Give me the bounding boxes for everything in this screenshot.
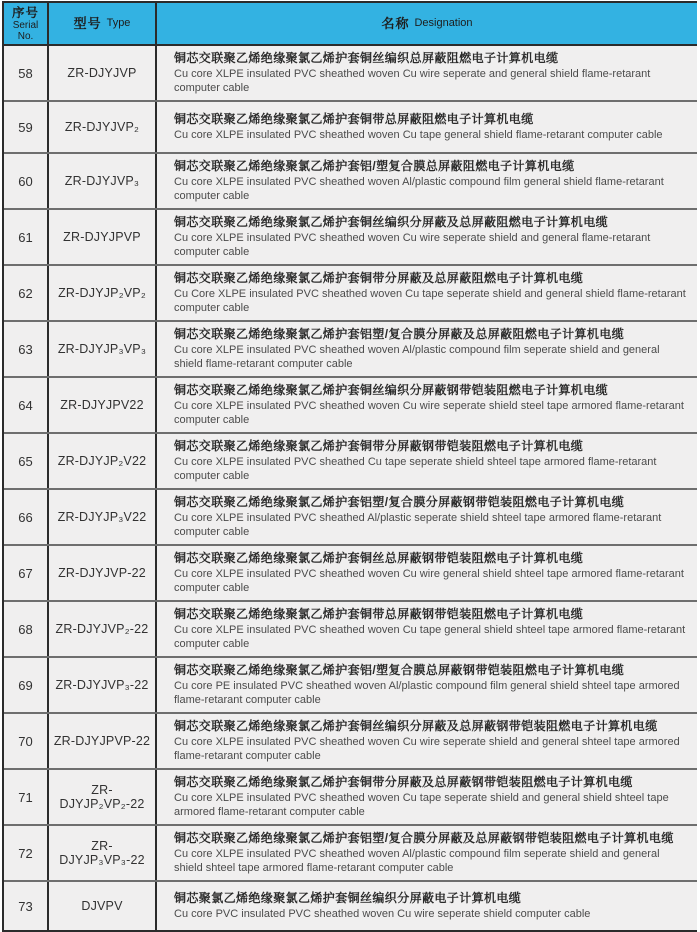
type-code: ZR-DJYJP₃VP₃ xyxy=(49,322,157,376)
designation-chinese: 铜芯交联聚乙烯绝缘聚氯乙烯护套铜丝编织总屏蔽阻燃电子计算机电缆 xyxy=(174,51,559,65)
header-serial-en-2: No. xyxy=(17,30,34,42)
designation-english: Cu core XLPE insulated PVC sheathed woven Cu wire general shield shteel tape armored flame-retarant computer cable xyxy=(174,568,684,594)
designation-chinese: 铜芯交联聚乙烯绝缘聚氯乙烯护套铝/塑复合膜总屏蔽阻燃电子计算机电缆 xyxy=(174,159,575,173)
designation-cell xyxy=(157,434,697,488)
designation-cell xyxy=(157,210,697,264)
serial-number: 73 xyxy=(4,882,49,930)
type-code: ZR-DJYJP₂V22 xyxy=(49,434,157,488)
table-row xyxy=(4,378,697,434)
serial-number: 67 xyxy=(4,546,49,600)
serial-number: 66 xyxy=(4,490,49,544)
serial-number: 69 xyxy=(4,658,49,712)
designation-chinese: 铜芯交联聚乙烯绝缘聚氯乙烯护套铜丝编织分屏蔽及总屏蔽阻燃电子计算机电缆 xyxy=(174,215,609,229)
designation-english: Cu core PVC insulated PVC sheathed woven Cu wire seperate shield computer cable xyxy=(174,907,591,920)
type-code: ZR-DJYJVP xyxy=(49,46,157,100)
type-code: ZR-DJYJPVP-22 xyxy=(49,714,157,768)
type-code: ZR-DJYJVP₃ xyxy=(49,154,157,208)
designation-english: Cu core XLPE insulated PVC sheathed woven Cu wire seperate shield and general shteel tape armored flame-retarant computer cable xyxy=(174,736,680,762)
designation-english: Cu core XLPE insulated PVC sheathed woven Cu tape seperate shield and general shield shteel tape armored flame-retarant computer cable xyxy=(174,792,669,818)
designation-chinese: 铜芯交联聚乙烯绝缘聚氯乙烯护套铜带总屏蔽钢带铠装阻燃电子计算机电缆 xyxy=(174,607,584,621)
designation-cell xyxy=(157,658,697,712)
designation-english: Cu core XLPE insulated PVC sheathed woven Al/plastic compound film seperate shield and general shield flame-retarant computer cable xyxy=(174,344,660,370)
table-row xyxy=(4,210,697,266)
designation-chinese: 铜芯交联聚乙烯绝缘聚氯乙烯护套铜带分屏蔽及总屏蔽钢带铠装阻燃电子计算机电缆 xyxy=(174,775,633,789)
designation-cell xyxy=(157,322,697,376)
designation-english: Cu core XLPE insulated PVC sheathed woven Al/plastic compound film seperate shield and general shield shteel tape armored flame-retarant computer cable xyxy=(174,848,660,874)
designation-chinese: 铜芯交联聚乙烯绝缘聚氯乙烯护套铜丝编织分屏蔽及总屏蔽钢带铠装阻燃电子计算机电缆 xyxy=(174,719,658,733)
table-row xyxy=(4,882,697,930)
designation-chinese: 铜芯交联聚乙烯绝缘聚氯乙烯护套铜丝编织分屏蔽钢带铠装阻燃电子计算机电缆 xyxy=(174,383,609,397)
type-code: ZR-DJYJP₃VP₃-22 xyxy=(49,826,157,880)
serial-number: 68 xyxy=(4,602,49,656)
designation-chinese: 铜芯交联聚乙烯绝缘聚氯乙烯护套铝/塑复合膜总屏蔽钢带铠装阻燃电子计算机电缆 xyxy=(174,663,625,677)
table-header-row xyxy=(4,3,697,46)
header-designation-cell xyxy=(157,3,697,44)
serial-number: 72 xyxy=(4,826,49,880)
type-code: ZR-DJYJVP₃-22 xyxy=(49,658,157,712)
serial-number: 58 xyxy=(4,46,49,100)
serial-number: 63 xyxy=(4,322,49,376)
serial-number: 64 xyxy=(4,378,49,432)
designation-cell xyxy=(157,546,697,600)
designation-english: Cu core XLPE insulated PVC sheathed woven Cu wire seperate and general shield flame-retarant computer cable xyxy=(174,68,651,94)
designation-cell xyxy=(157,46,697,100)
header-serial-zh: 序号 xyxy=(11,5,39,20)
type-code: ZR-DJYJVP-22 xyxy=(49,546,157,600)
type-code: ZR-DJYJP₃V22 xyxy=(49,490,157,544)
designation-cell xyxy=(157,266,697,320)
designation-english: Cu core XLPE insulated PVC sheathed woven Cu tape general shield flame-retarant computer cable xyxy=(174,128,663,141)
designation-chinese: 铜芯聚氯乙烯绝缘聚氯乙烯护套铜丝编织分屏蔽电子计算机电缆 xyxy=(174,890,522,905)
type-code: ZR-DJYJPVP xyxy=(49,210,157,264)
cable-specification-table xyxy=(2,1,697,932)
designation-cell xyxy=(157,770,697,824)
designation-english: Cu core XLPE insulated PVC sheathed woven Cu wire seperate shield steel tape armored flame-retarant computer cable xyxy=(174,400,684,426)
designation-cell xyxy=(157,490,697,544)
designation-chinese: 铜芯交联聚乙烯绝缘聚氯乙烯护套铜丝总屏蔽钢带铠装阻燃电子计算机电缆 xyxy=(174,551,584,565)
designation-cell xyxy=(157,602,697,656)
designation-english: Cu core PE insulated PVC sheathed woven Al/plastic compound film general shield shteel tape armored flame-retarant computer cable xyxy=(174,680,680,706)
designation-chinese: 铜芯交联聚乙烯绝缘聚氯乙烯护套铜带总屏蔽阻燃电子计算机电缆 xyxy=(174,111,534,126)
header-designation-en: Designation xyxy=(414,17,473,29)
serial-number: 60 xyxy=(4,154,49,208)
designation-cell xyxy=(157,826,697,880)
table-row xyxy=(4,46,697,102)
header-type-zh: 型号 xyxy=(73,15,102,31)
designation-english: Cu core XLPE insulated PVC sheathed Cu tape seperate shield shteel tape armored flame-retarant computer cable xyxy=(174,456,657,482)
table-row xyxy=(4,102,697,154)
type-code: DJVPV xyxy=(49,882,157,930)
designation-cell xyxy=(157,714,697,768)
designation-chinese: 铜芯交联聚乙烯绝缘聚氯乙烯护套铝塑/复合膜分屏蔽及总屏蔽钢带铠装阻燃电子计算机电缆 xyxy=(174,831,674,845)
serial-number: 70 xyxy=(4,714,49,768)
designation-english: Cu core XLPE insulated PVC sheathed woven Al/plastic compound film general shield flame-retarant computer cable xyxy=(174,176,664,202)
type-code: ZR-DJYJVP₂ xyxy=(49,102,157,152)
table-row xyxy=(4,546,697,602)
designation-english: Cu core XLPE insulated PVC sheathed woven Cu wire seperate shield and general flame-retarant computer cable xyxy=(174,232,651,258)
table-row xyxy=(4,714,697,770)
serial-number: 65 xyxy=(4,434,49,488)
header-serial-cell xyxy=(4,3,49,44)
designation-chinese: 铜芯交联聚乙烯绝缘聚氯乙烯护套铝塑/复合膜分屏蔽钢带铠装阻燃电子计算机电缆 xyxy=(174,495,625,509)
designation-chinese: 铜芯交联聚乙烯绝缘聚氯乙烯护套铜带分屏蔽钢带铠装阻燃电子计算机电缆 xyxy=(174,439,584,453)
designation-cell xyxy=(157,102,697,152)
header-type-cell xyxy=(49,3,157,44)
designation-cell xyxy=(157,378,697,432)
table-row xyxy=(4,154,697,210)
designation-english: Cu core XLPE insulated PVC sheathed woven Cu tape general shield shteel tape armored flame-retarant computer cable xyxy=(174,624,686,650)
designation-english: Cu Core XLPE insulated PVC sheathed woven Cu tape seperate shield and general shield flame-retarant computer cable xyxy=(174,288,686,314)
table-row xyxy=(4,266,697,322)
designation-cell xyxy=(157,154,697,208)
type-code: ZR-DJYJPV22 xyxy=(49,378,157,432)
header-serial-en-1: Serial xyxy=(12,19,39,31)
type-code: ZR-DJYJP₂VP₂-22 xyxy=(49,770,157,824)
designation-cell xyxy=(157,882,697,930)
serial-number: 71 xyxy=(4,770,49,824)
designation-chinese: 铜芯交联聚乙烯绝缘聚氯乙烯护套铝塑/复合膜分屏蔽及总屏蔽阻燃电子计算机电缆 xyxy=(174,327,625,341)
header-designation-zh: 名称 xyxy=(381,15,410,31)
table-row xyxy=(4,658,697,714)
table-row xyxy=(4,602,697,658)
designation-chinese: 铜芯交联聚乙烯绝缘聚氯乙烯护套铜带分屏蔽及总屏蔽阻燃电子计算机电缆 xyxy=(174,271,584,285)
header-type-en: Type xyxy=(106,17,131,29)
serial-number: 61 xyxy=(4,210,49,264)
table-row xyxy=(4,826,697,882)
table-row xyxy=(4,770,697,826)
type-code: ZR-DJYJP₂VP₂ xyxy=(49,266,157,320)
designation-english: Cu core XLPE insulated PVC sheathed Al/plastic seperate shield shteel tape armored flame-retarant computer cable xyxy=(174,512,662,538)
table-row xyxy=(4,434,697,490)
serial-number: 62 xyxy=(4,266,49,320)
serial-number: 59 xyxy=(4,102,49,152)
table-row xyxy=(4,490,697,546)
table-row xyxy=(4,322,697,378)
type-code: ZR-DJYJVP₂-22 xyxy=(49,602,157,656)
